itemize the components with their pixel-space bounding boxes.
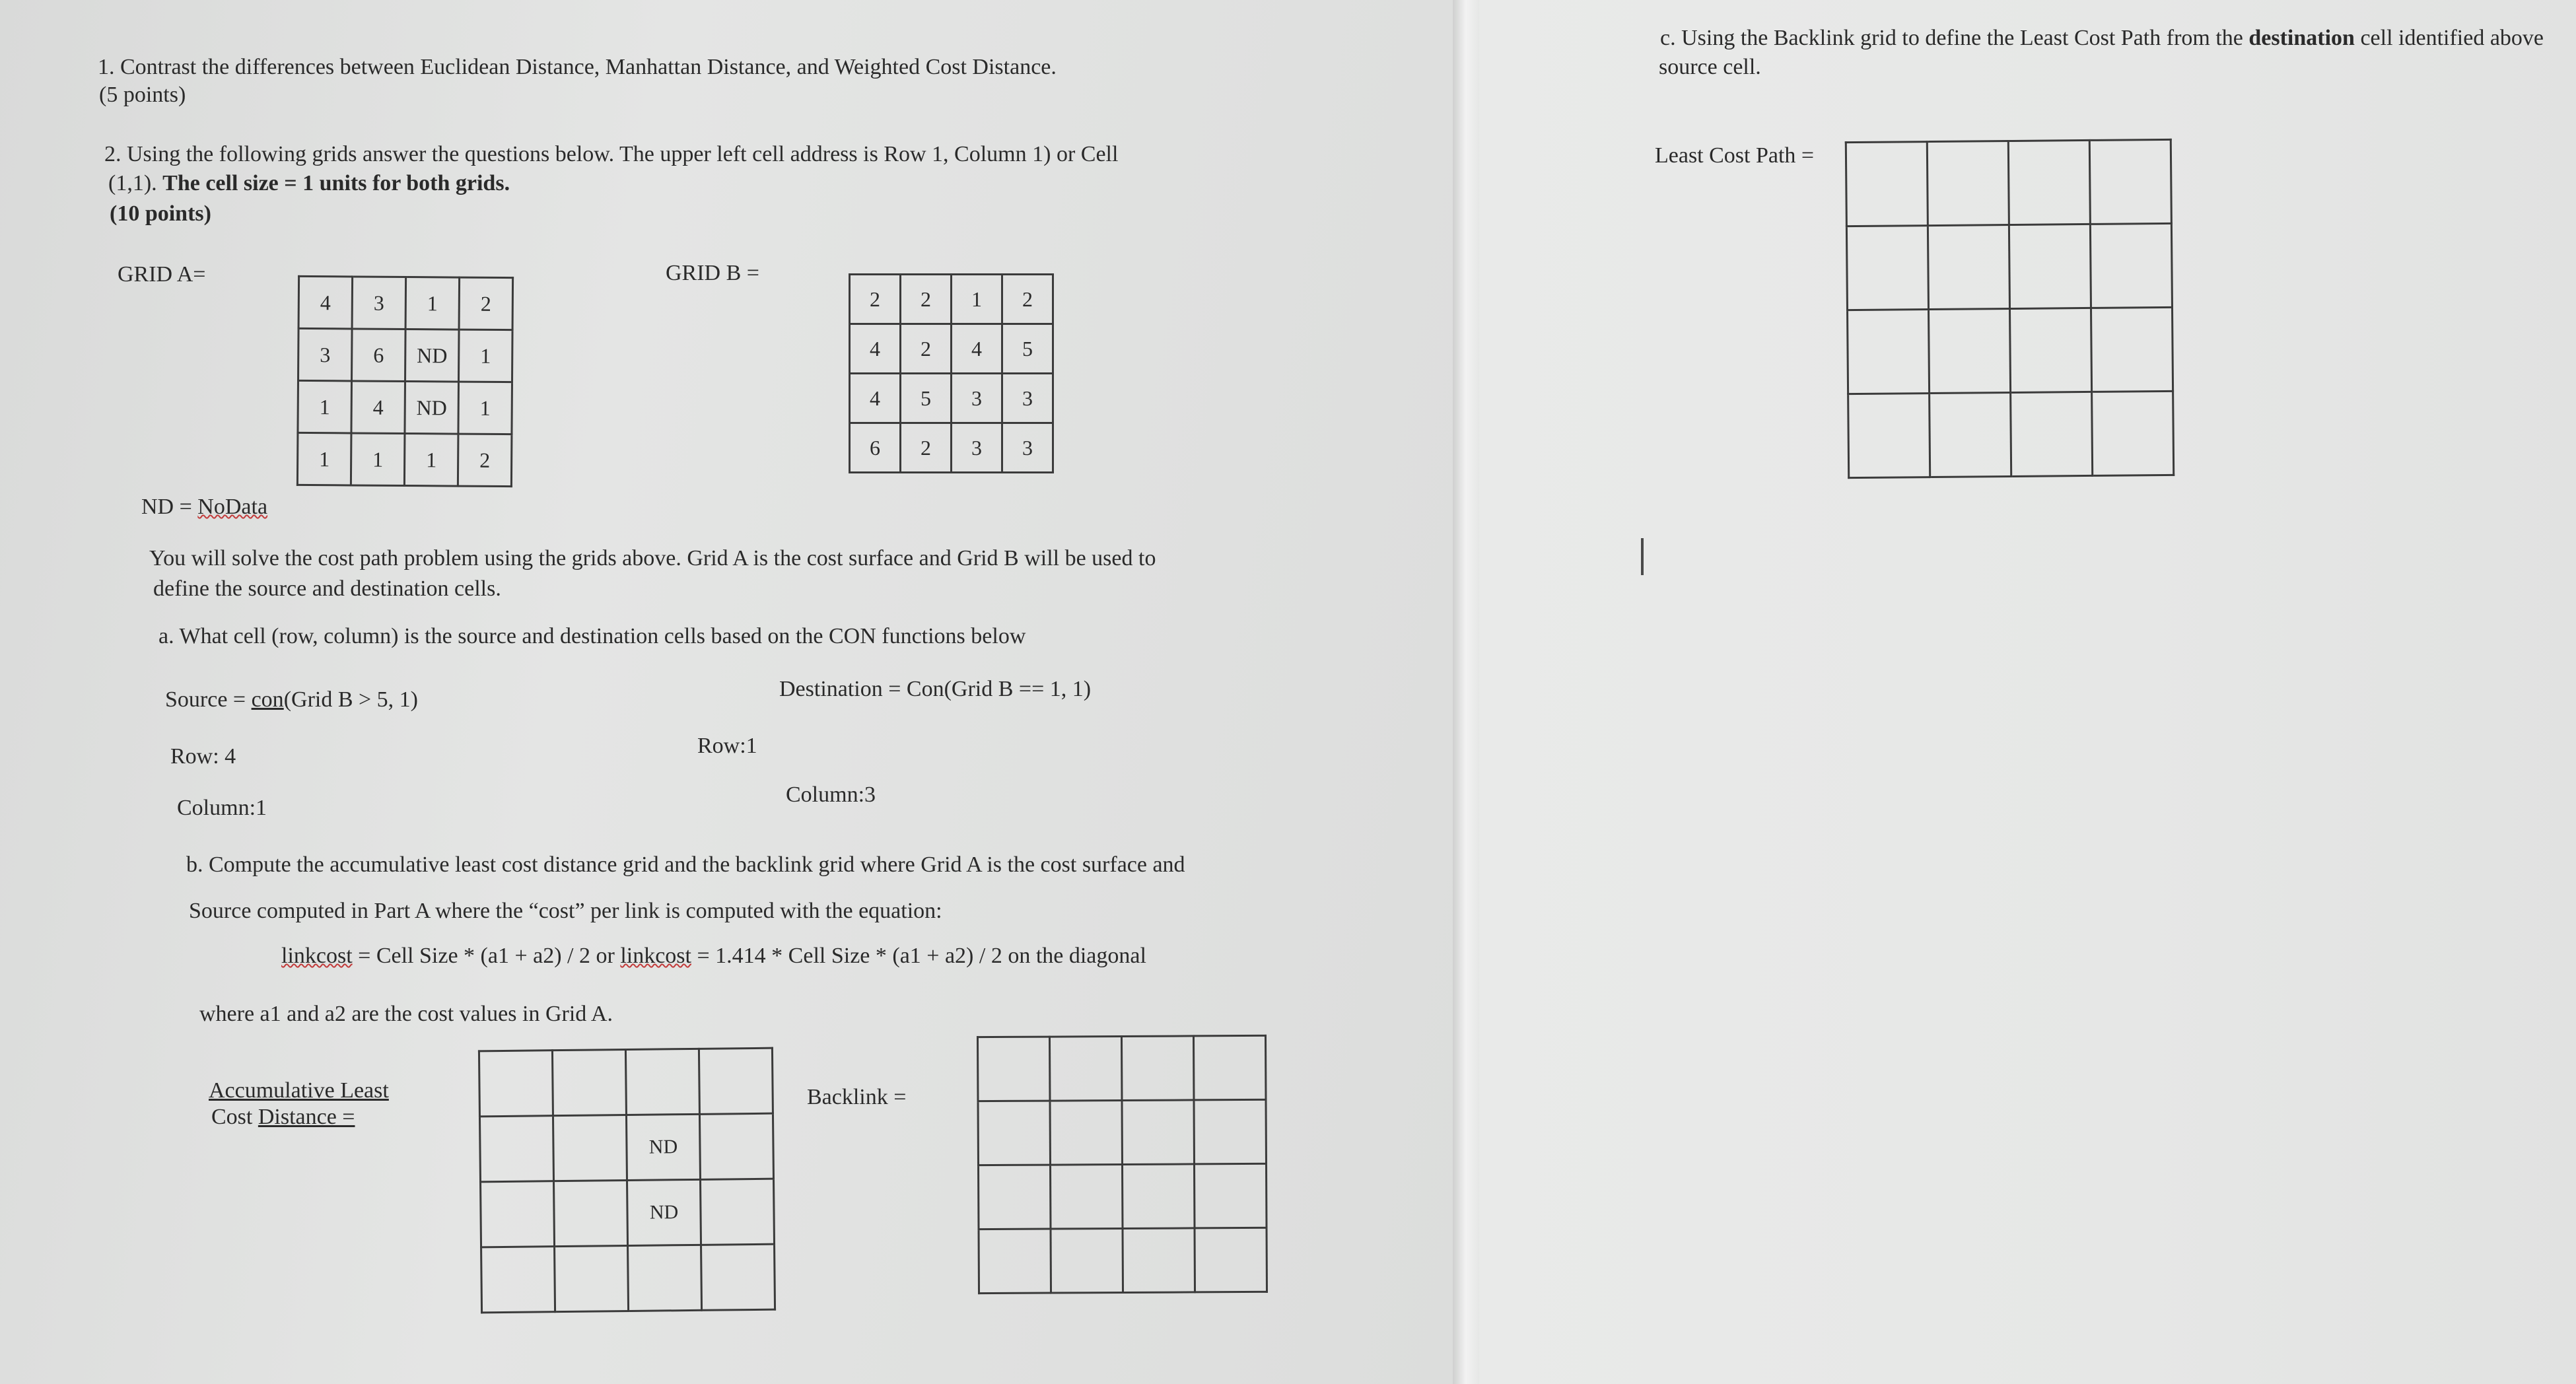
backlink-grid-cell[interactable] xyxy=(1123,1164,1195,1229)
grid-b-table xyxy=(849,273,1054,473)
q2-text-line2 xyxy=(108,170,510,197)
backlink-grid-cell[interactable] xyxy=(977,1037,1050,1101)
acc-grid-row xyxy=(479,1048,773,1117)
backlink-grid-cell[interactable] xyxy=(1194,1163,1267,1228)
backlink-grid-cell[interactable] xyxy=(979,1229,1051,1294)
grid-b-label: GRID B = xyxy=(666,261,759,285)
lcp-grid-cell[interactable] xyxy=(2091,307,2173,392)
lcp-grid-cell[interactable] xyxy=(1848,394,1930,478)
lcp-grid-cell[interactable] xyxy=(2092,391,2174,475)
acc-grid-cell[interactable] xyxy=(628,1245,702,1311)
acc-grid-cell[interactable] xyxy=(699,1048,773,1114)
lcp-grid-cell[interactable] xyxy=(1927,141,2009,226)
backlink-grid-cell[interactable] xyxy=(1195,1228,1267,1292)
grid-a-cell: 1 xyxy=(458,329,512,382)
grid-b-cell: 2 xyxy=(1002,275,1053,324)
grid-b-cell: 1 xyxy=(952,275,1002,324)
lcp-grid-cell[interactable] xyxy=(1928,225,2009,310)
acc-grid-cell[interactable] xyxy=(479,1051,553,1117)
grid-a-cell: 6 xyxy=(352,329,406,382)
part-c-line1 xyxy=(1660,25,2544,52)
grid-a-cell: 4 xyxy=(298,276,353,329)
lcp-grid-cell[interactable] xyxy=(1846,226,1928,310)
q2-cell-ref: (1,1). xyxy=(108,171,157,195)
part-b-where: where a1 and a2 are the cost values in Grid A. xyxy=(199,1002,613,1026)
grid-a-cell: 3 xyxy=(298,328,353,381)
lcp-grid-cell[interactable] xyxy=(2009,224,2091,308)
acc-grid-cell[interactable]: ND xyxy=(627,1179,701,1245)
lcp-grid-row xyxy=(1848,391,2174,477)
nodata-word: NoData xyxy=(197,495,268,519)
grid-b-cell: 4 xyxy=(850,324,901,374)
grid-b-cell: 2 xyxy=(901,324,952,374)
grid-a-cell: ND xyxy=(405,329,460,382)
accumulative-cost-grid xyxy=(478,1047,776,1314)
grid-a-row xyxy=(298,276,513,329)
grid-b-cell: 2 xyxy=(901,423,952,473)
grid-a-cell: 1 xyxy=(404,433,458,486)
page-divider xyxy=(1453,0,1479,1384)
grid-b-cell: 5 xyxy=(1002,324,1053,374)
grid-b-cell: 4 xyxy=(850,374,901,423)
grid-b-cell: 6 xyxy=(850,423,901,473)
backlink-grid-cell[interactable] xyxy=(1122,1100,1195,1165)
backlink-grid-cell[interactable] xyxy=(1051,1228,1123,1293)
backlink-grid-cell[interactable] xyxy=(979,1165,1051,1229)
backlink-grid-cell[interactable] xyxy=(1050,1101,1123,1165)
backlink-grid-row xyxy=(977,1035,1266,1101)
lcp-grid-row xyxy=(1846,139,2171,226)
q1-points: (5 points) xyxy=(99,83,186,107)
acc-grid-row xyxy=(479,1113,773,1182)
lcp-grid-cell[interactable] xyxy=(1929,309,2011,394)
lcp-grid-cell[interactable] xyxy=(2089,139,2171,224)
grid-b-cell: 2 xyxy=(901,275,952,324)
acc-grid-cell[interactable] xyxy=(700,1179,774,1245)
grid-b-cell: 4 xyxy=(952,324,1002,374)
grid-a-cell: 2 xyxy=(458,434,512,487)
linkcost-equation xyxy=(281,943,1146,970)
intro-line1: You will solve the cost path problem using the grids above. Grid A is the cost surface and Grid B will be used to xyxy=(149,546,1156,571)
backlink-label: Backlink = xyxy=(807,1085,907,1109)
acc-grid-cell[interactable] xyxy=(555,1245,629,1311)
least-cost-path-grid xyxy=(1845,139,2175,479)
grid-a-cell: 1 xyxy=(297,433,351,485)
lcp-grid-row xyxy=(1848,307,2173,394)
least-cost-path-label: Least Cost Path = xyxy=(1655,143,1815,168)
backlink-grid xyxy=(977,1035,1268,1294)
intro-line2: define the source and destination cells. xyxy=(153,576,501,601)
source-condition: (Grid B > 5, 1) xyxy=(283,687,419,712)
part-c-destination-word: destination xyxy=(2248,26,2355,50)
grid-b-cell: 3 xyxy=(1002,374,1053,423)
lcp-grid-cell[interactable] xyxy=(1848,310,1930,394)
grid-a-row xyxy=(297,433,512,486)
backlink-grid-cell[interactable] xyxy=(978,1101,1051,1165)
grid-a-cell: ND xyxy=(405,382,459,434)
part-b-line1: b. Compute the accumulative least cost distance grid and the backlink grid where Grid A is the cost surface and xyxy=(186,852,1185,877)
grid-b-cell: 3 xyxy=(1002,423,1053,473)
backlink-grid-cell[interactable] xyxy=(1123,1228,1195,1293)
backlink-grid-cell[interactable] xyxy=(1194,1099,1267,1164)
acc-grid-row xyxy=(481,1179,775,1247)
acc-grid-cell[interactable] xyxy=(479,1116,553,1182)
lcp-grid-cell[interactable] xyxy=(2011,392,2093,476)
acc-grid-cell[interactable] xyxy=(701,1244,775,1310)
lcp-grid-cell[interactable] xyxy=(1846,142,1928,226)
backlink-grid-cell[interactable] xyxy=(1121,1036,1194,1101)
linkcost-diagonal: = 1.414 * Cell Size * (a1 + a2) / 2 on the diagonal xyxy=(691,944,1146,968)
linkcost-word: linkcost xyxy=(620,944,691,968)
grid-b-cell: 5 xyxy=(901,374,952,423)
grid-a-cell: 4 xyxy=(351,381,405,434)
lcp-grid-cell[interactable] xyxy=(2008,140,2090,225)
source-function xyxy=(165,687,418,714)
acc-grid-cell[interactable] xyxy=(481,1247,555,1313)
backlink-grid-cell[interactable] xyxy=(1049,1037,1122,1101)
source-prefix: Source = xyxy=(165,687,252,712)
destination-row-answer: Row:1 xyxy=(697,734,757,758)
grid-b-row xyxy=(850,374,1053,423)
backlink-grid-row xyxy=(979,1228,1267,1293)
linkcost-word: linkcost xyxy=(281,944,353,968)
backlink-grid-row xyxy=(978,1099,1267,1165)
nodata-note xyxy=(141,494,267,521)
grid-a-cell: 3 xyxy=(352,277,406,329)
grid-a-row xyxy=(298,328,513,382)
acc-grid-cell[interactable] xyxy=(699,1113,773,1179)
accumulative-cost-word: Cost xyxy=(211,1105,258,1129)
part-c-text-start: c. Using the Backlink grid to define the Least Cost Path from the xyxy=(1660,26,2249,50)
accumulative-distance-word: Distance = xyxy=(258,1105,355,1129)
nodata-prefix: ND = xyxy=(141,495,198,519)
grid-a-cell: 1 xyxy=(298,380,352,433)
q1-text: 1. Contrast the differences between Euclidean Distance, Manhattan Distance, and Weighted Cost Distance. xyxy=(98,55,1057,79)
q2-points: (10 points) xyxy=(110,201,211,226)
backlink-grid-row xyxy=(979,1163,1267,1229)
destination-function: Destination = Con(Grid B == 1, 1) xyxy=(779,677,1092,701)
accumulative-label-line2 xyxy=(211,1104,355,1131)
acc-grid-cell[interactable] xyxy=(481,1181,555,1247)
acc-grid-row xyxy=(481,1244,775,1313)
source-column-answer: Column:1 xyxy=(177,796,267,820)
acc-grid-cell[interactable] xyxy=(553,1115,627,1181)
text-cursor xyxy=(1641,538,1644,575)
grid-b-row xyxy=(850,324,1053,374)
grid-a-cell: 1 xyxy=(405,277,460,330)
part-b-line2: Source computed in Part A where the “cost” per link is computed with the equation: xyxy=(189,899,942,923)
grid-b-cell: 2 xyxy=(850,275,901,324)
lcp-grid-cell[interactable] xyxy=(1930,392,2011,477)
accumulative-label-line1: Accumulative Least xyxy=(209,1078,389,1103)
acc-grid-cell[interactable] xyxy=(554,1181,628,1247)
grid-a-cell: 1 xyxy=(458,382,512,434)
grid-b-row xyxy=(850,423,1053,473)
part-a-question: a. What cell (row, column) is the source and destination cells based on the CON functions below xyxy=(158,624,1026,648)
grid-a-row xyxy=(298,380,512,434)
part-c-text-end: cell identified above xyxy=(2354,26,2544,50)
lcp-grid-row xyxy=(1846,223,2172,310)
grid-b-cell: 3 xyxy=(952,374,1002,423)
grid-a-table xyxy=(296,275,514,487)
lcp-grid-cell[interactable] xyxy=(2090,223,2172,308)
grid-a-cell: 1 xyxy=(351,433,405,486)
part-c-line2: source cell. xyxy=(1659,55,1761,79)
backlink-grid-cell[interactable] xyxy=(1051,1165,1123,1229)
linkcost-orthogonal: = Cell Size * (a1 + a2) / 2 or xyxy=(352,944,621,968)
acc-grid-cell[interactable] xyxy=(552,1050,626,1116)
q2-cell-size: The cell size = 1 units for both grids. xyxy=(162,171,510,195)
grid-b-row xyxy=(850,275,1053,324)
source-row-answer: Row: 4 xyxy=(170,744,236,769)
grid-a-label: GRID A= xyxy=(118,262,206,287)
source-con-word: con xyxy=(251,687,284,712)
destination-column-answer: Column:3 xyxy=(786,782,876,807)
grid-b-cell: 3 xyxy=(952,423,1002,473)
lcp-grid-cell[interactable] xyxy=(2010,308,2092,392)
acc-grid-cell[interactable]: ND xyxy=(626,1114,700,1180)
acc-grid-cell[interactable] xyxy=(625,1049,699,1115)
backlink-grid-cell[interactable] xyxy=(1193,1035,1266,1100)
q2-text-line1: 2. Using the following grids answer the questions below. The upper left cell address is Row 1, Column 1) or Cell xyxy=(104,142,1119,166)
grid-a-cell: 2 xyxy=(459,277,513,330)
